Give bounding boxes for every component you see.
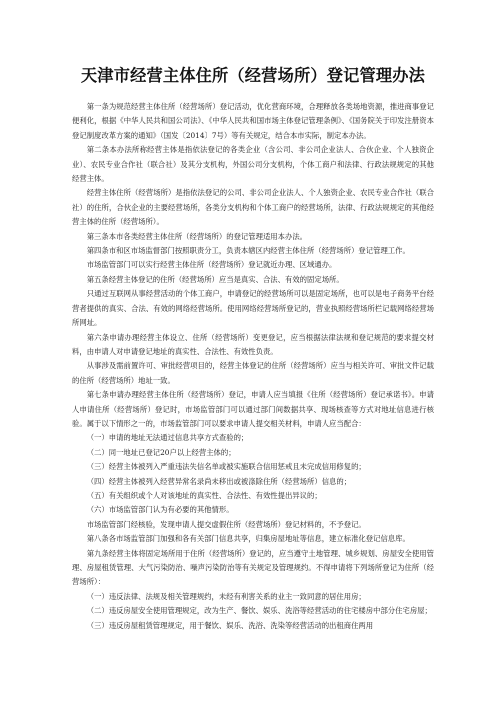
list-item: （一）申请的地址无法通过信息共享方式查验的；	[86, 433, 249, 443]
paragraph: 只通过互联网从事经营活动的个体工商户，申请登记的经营场所可以是固定场所，也可以是电子商务平台经营者提供的真实、合法、有效的网络经营场所。使用网络经营场所登记的，营业执照经营场所栏记载网络经营场所网址。	[72, 289, 434, 328]
paragraph: 第三条本市各类经营主体住所（经营场所）的登记管理适用本办法。	[86, 231, 308, 241]
paragraph: 经营主体住所（经营场所）是指依法登记的公司、非公司企业法人、个人独资企业、农民专业合作社（联合社）的住所，合伙企业的主要经营场所，各类分支机构和个体工商户的经营场所，法律、行政法规规定的其他经营主体的住所（经营场所）。	[72, 188, 434, 227]
document-title: 天津市经营主体住所（经营场所）登记管理办法	[80, 66, 426, 85]
paragraph: 第八条各市场监管部门加强和各有关部门信息共享，归集房屋地址等信息，建立标准化登记信息库。	[86, 534, 410, 544]
list-item: （三）违反房屋租赁管理规定，用于餐饮、娱乐、洗浴、洗染等经营活动的出租商住两用	[86, 620, 374, 630]
paragraph: 第二条本办法所称经营主体是指依法登记的各类企业（含公司、非公司企业法人、合伙企业、个人独资企业）、农民专业合作社（联合社）及其分支机构，外国公司分支机构，个体工商户和法律、行政法规规定的其他经营主体。	[72, 145, 434, 184]
paragraph: 第四条市和区市场监督部门按照职责分工，负责本辖区内经营主体住所（经营场所）登记管理工作。	[86, 246, 410, 256]
list-item: （三）经营主体被列入严重违法失信名单或被实施联合信用惩戒且未完成信用修复的；	[86, 462, 366, 472]
list-item: （二）同一地址已登记20户以上经营主体的；	[86, 447, 236, 457]
list-item: （一）违反法律、法规及相关管理规约，未经有利害关系的业主一致同意的居住用房；	[86, 591, 366, 601]
list-item: （二）违反房屋安全使用管理规定，改为生产、餐饮、娱乐、洗浴等经营活动的住宅楼房中部分住宅房屋；	[86, 606, 432, 616]
list-item: （四）经营主体被列入经营异常名录尚未移出或被涤除住所（经营场所）信息的；	[86, 476, 352, 486]
paragraph: 市场监管部门经核验，发现申请人提交虚假住所（经营场所）登记材料的，不予登记。	[86, 519, 366, 529]
paragraph: 从事涉及需前置许可、审批经营项目的，经营主体登记的住所（经营场所）应当与相关许可、审批文件记载的住所（经营场所）地址一致。	[72, 361, 434, 385]
paragraph: 市场监管部门可以实行经营主体住所（经营场所）登记就近办理、区域通办。	[86, 260, 337, 270]
paragraph: 第六条申请办理经营主体设立、住所（经营场所）变更登记，应当根据法律法规和登记规范的要求提交材料，由申请人对申请登记地址的真实性、合法性、有效性负责。	[72, 332, 434, 356]
list-item: （五）有关组织或个人对该地址的真实性、合法性、有效性提出异议的；	[86, 490, 322, 500]
paragraph: 第五条经营主体登记的住所（经营场所）应当是真实、合法、有效的固定场所。	[86, 274, 344, 284]
paragraph: 第七条申请办理经营主体住所（经营场所）登记，申请人应当填报《住所（经营场所）登记承诺书》。申请人申请住所（经营场所）登记时，市场监管部门可以通过部门间数据共享、现场核查等方式对地址信息进行核验。属于以下情形之一的，市场监管部门可以要求申请人提交相关材料，申请人应当配合：	[72, 390, 434, 428]
paragraph: 第九条经营主体将固定场所用于住所（经营场所）登记的，应当遵守土地管理、城乡规划、房屋安全使用管理、房屋租赁管理、大气污染防治、噪声污染防治等有关规定及管理规约。不得申请将下列场所登记为住所（经营场所）：	[72, 548, 434, 587]
paragraph: 第一条为规范经营主体住所（经营场所）登记活动，优化营商环境，合理释放各类场地资源，推进商事登记便利化，根据《中华人民共和国公司法》、《中华人民共和国市场主体登记管理条例》、《国务院关于印发注册资本登记制度改革方案的通知》（国发〔2014〕7号）等有关规定，结合本市实际，制定本办法。	[72, 102, 434, 140]
list-item: （六）市场监管部门认为有必要的其他情形。	[86, 505, 234, 515]
document-body	[72, 100, 434, 633]
